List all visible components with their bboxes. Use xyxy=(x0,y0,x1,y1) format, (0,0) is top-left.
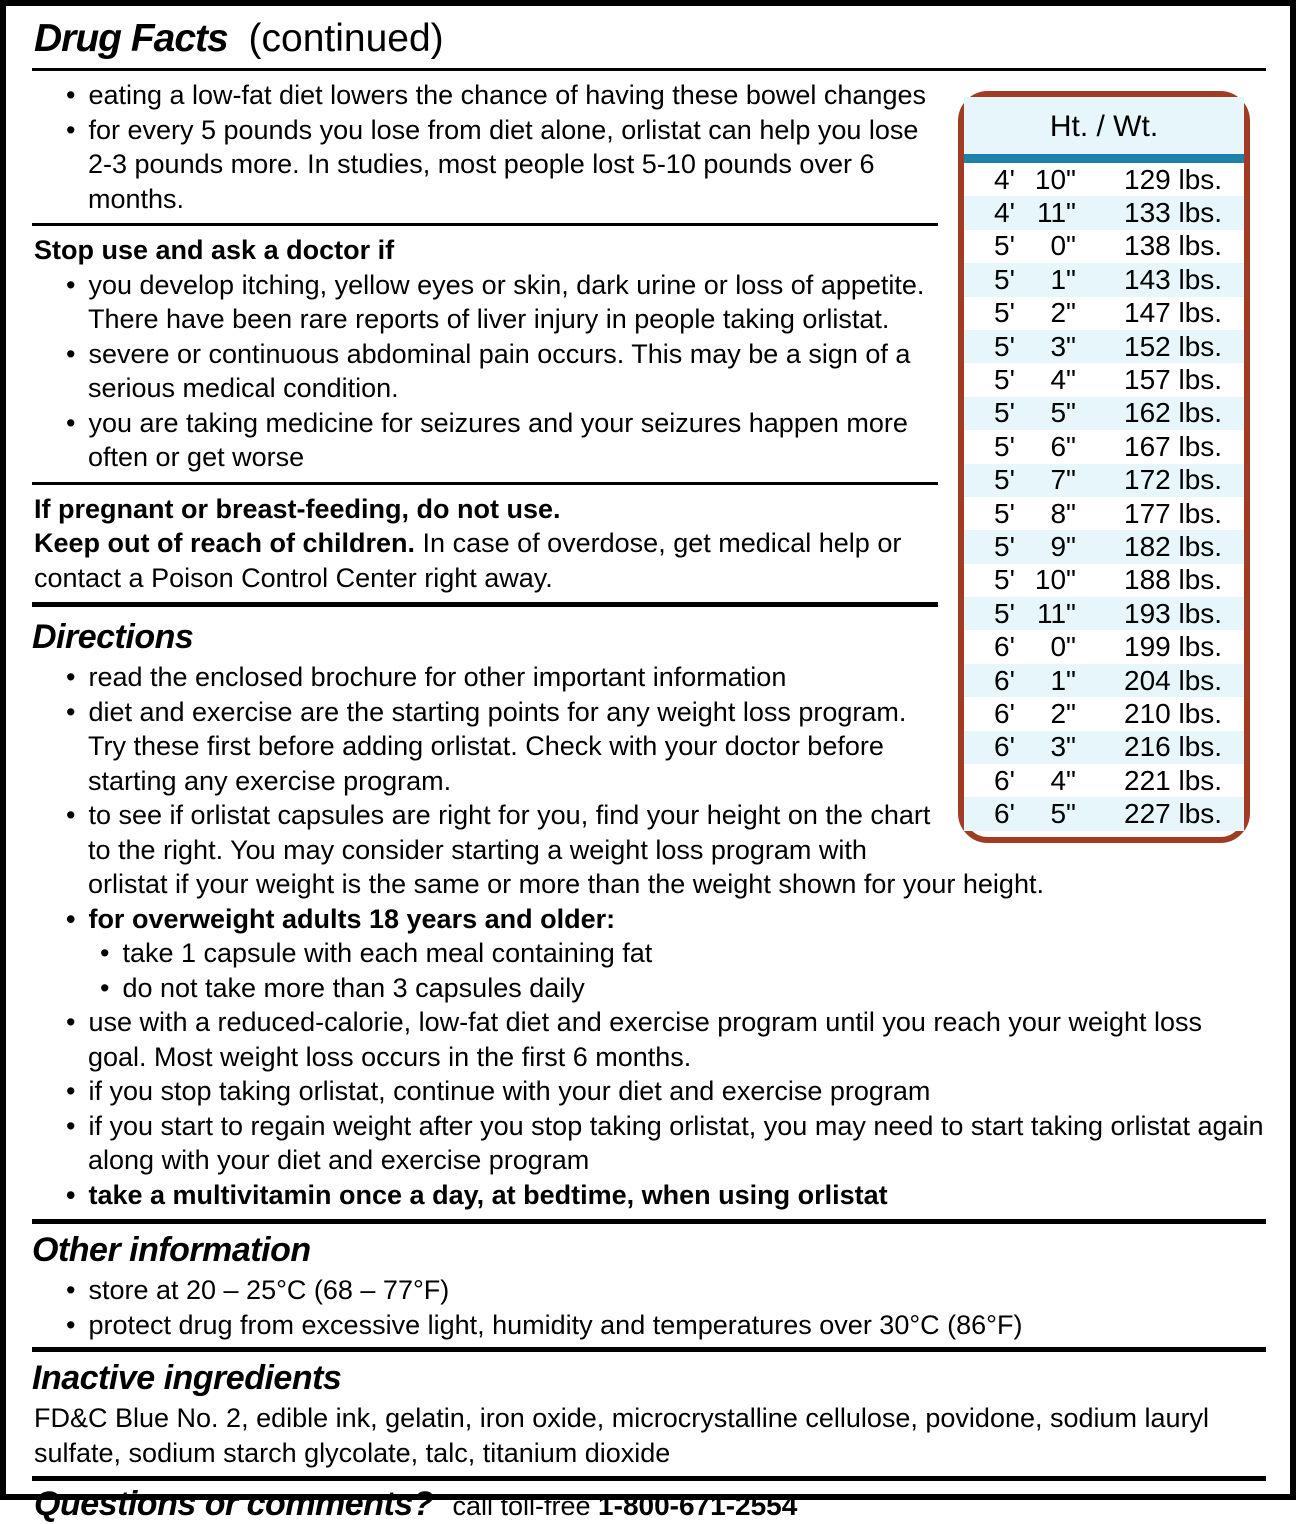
table-row xyxy=(964,731,1244,764)
height-feet: 5' xyxy=(994,297,1015,329)
table-row xyxy=(964,664,1244,697)
height-feet: 6' xyxy=(994,697,1015,729)
keep-out-rest: In case of overdose, get medical help or contact a Poison Control Center right away. xyxy=(34,528,902,593)
directions-bullet: • use with a reduced-calorie, low-fat diet and exercise program until you reach your weight loss goal. Most weight loss occurs in the first 6 months. xyxy=(32,1005,1266,1074)
height-feet: 5' xyxy=(994,430,1015,462)
height-weight-chart xyxy=(958,91,1250,843)
other-info-bullet: • protect drug from excessive light, humidity and temperatures over 30°C (86°F) xyxy=(32,1308,1266,1343)
height-inches: 10" xyxy=(1034,564,1076,596)
height-feet: 6' xyxy=(994,798,1015,830)
weight-value: 199 lbs. xyxy=(1124,631,1223,663)
height-inches: 7" xyxy=(1050,464,1076,496)
weight-value: 138 lbs. xyxy=(1124,230,1223,262)
table-row xyxy=(964,797,1244,830)
height-feet: 5' xyxy=(994,564,1015,596)
inactive-ingredients-heading: Inactive ingredients xyxy=(32,1359,342,1397)
other-info-bullet: • store at 20 – 25°C (68 – 77°F) xyxy=(32,1273,1266,1308)
height-feet: 5' xyxy=(994,364,1015,396)
weight-value: 147 lbs. xyxy=(1124,297,1223,329)
height-inches: 11" xyxy=(1036,597,1076,629)
directions-bullet: • if you stop taking orlistat, continue with your diet and exercise program xyxy=(32,1074,1266,1109)
height-feet: 6' xyxy=(994,664,1015,696)
stop-use-heading: Stop use and ask a doctor if xyxy=(34,235,395,265)
table-row xyxy=(964,697,1244,730)
height-feet: 5' xyxy=(994,397,1015,429)
height-inches: 1" xyxy=(1050,263,1076,295)
directions-bullet: • if you start to regain weight after you stop taking orlistat, you may need to start taking orlistat again along with your diet and exercise program xyxy=(32,1109,1266,1178)
weight-value: 227 lbs. xyxy=(1124,798,1223,830)
height-feet: 5' xyxy=(994,530,1015,562)
height-inches: 5" xyxy=(1050,397,1076,429)
weight-value: 167 lbs. xyxy=(1124,430,1223,462)
weight-value: 162 lbs. xyxy=(1124,397,1223,429)
directions-heading: Directions xyxy=(32,618,194,656)
height-feet: 6' xyxy=(994,731,1015,763)
weight-value: 188 lbs. xyxy=(1124,564,1223,596)
other-information-heading: Other information xyxy=(32,1231,311,1269)
table-row xyxy=(964,564,1244,597)
page-title xyxy=(32,6,1266,68)
height-inches: 11" xyxy=(1036,197,1076,229)
height-feet: 5' xyxy=(994,497,1015,529)
height-inches: 8" xyxy=(1050,497,1076,529)
height-feet: 5' xyxy=(994,464,1015,496)
height-inches: 0" xyxy=(1050,230,1076,262)
table-row xyxy=(964,430,1244,463)
questions-heading: Questions or comments? xyxy=(34,1485,433,1523)
directions-sub-bullet: • take 1 capsule with each meal containing fat xyxy=(32,936,1266,971)
weight-value: 143 lbs. xyxy=(1124,263,1223,295)
height-feet: 6' xyxy=(994,631,1015,663)
height-inches: 1" xyxy=(1050,664,1076,696)
table-row xyxy=(964,330,1244,363)
table-row xyxy=(964,297,1244,330)
weight-value: 152 lbs. xyxy=(1124,330,1223,362)
pregnancy-warning: If pregnant or breast-feeding, do not use. xyxy=(34,493,561,524)
height-inches: 0" xyxy=(1050,631,1076,663)
height-inches: 6" xyxy=(1050,430,1076,462)
directions-sub-bullet: • do not take more than 3 capsules daily xyxy=(32,971,1266,1006)
weight-value: 216 lbs. xyxy=(1124,731,1223,763)
height-inches: 10" xyxy=(1034,163,1076,195)
height-inches: 5" xyxy=(1050,798,1076,830)
height-inches: 4" xyxy=(1050,364,1076,396)
weight-value: 177 lbs. xyxy=(1124,497,1223,529)
height-feet: 6' xyxy=(994,764,1015,796)
height-feet: 4' xyxy=(994,197,1015,229)
directions-bullet: • read the enclosed brochure for other important information xyxy=(32,660,1266,695)
questions-call-text: call toll-free xyxy=(452,1491,591,1521)
height-feet: 5' xyxy=(994,597,1015,629)
table-row xyxy=(964,630,1244,663)
section-questions xyxy=(32,1481,1266,1524)
height-feet: 5' xyxy=(994,230,1015,262)
inactive-ingredients-list: FD&C Blue No. 2, edible ink, gelatin, iron oxide, microcrystalline cellulose, povidone, sodium lauryl sulfate, sodium starch glycolate, talc, titanium dioxide xyxy=(34,1403,1210,1468)
table-row xyxy=(964,163,1244,196)
keep-out-bold: Keep out of reach of children. xyxy=(34,528,416,558)
table-row xyxy=(964,363,1244,396)
weight-value: 221 lbs. xyxy=(1124,764,1223,796)
height-weight-chart-header-bar xyxy=(964,154,1244,163)
directions-bullet-multivitamin: • take a multivitamin once a day, at bedtime, when using orlistat xyxy=(32,1178,1266,1213)
table-row xyxy=(964,263,1244,296)
table-row xyxy=(964,397,1244,430)
drug-facts-title: Drug Facts xyxy=(34,17,228,60)
weight-value: 182 lbs. xyxy=(1124,530,1223,562)
weight-value: 129 lbs. xyxy=(1124,163,1223,195)
table-row xyxy=(964,764,1244,797)
weight-value: 133 lbs. xyxy=(1124,197,1223,229)
directions-bullet-adults: • for overweight adults 18 years and older: xyxy=(32,902,1266,937)
height-feet: 5' xyxy=(994,263,1015,295)
section-other-information xyxy=(32,1224,1266,1347)
stop-use-bullet: • severe or continuous abdominal pain occurs. This may be a sign of a serious medical condition. xyxy=(32,337,1266,406)
table-row xyxy=(964,196,1244,229)
table-row xyxy=(964,464,1244,497)
stop-use-bullet: • you are taking medicine for seizures and your seizures happen more often or get worse xyxy=(32,406,1266,475)
weight-value: 193 lbs. xyxy=(1124,597,1223,629)
weight-value: 204 lbs. xyxy=(1124,664,1223,696)
height-weight-chart-rows xyxy=(964,163,1244,831)
directions-bullet: • to see if orlistat capsules are right for you, find your height on the chart to the right. You may consider starting a weight loss program with orlistat if your weight is the same or more than the weight shown for your height. xyxy=(32,798,1266,902)
directions-bullet: • diet and exercise are the starting points for any weight loss program. Try these first before adding orlistat. Check with your doctor before starting any exercise program. xyxy=(32,695,1266,799)
table-row xyxy=(964,597,1244,630)
weight-value: 157 lbs. xyxy=(1124,364,1223,396)
bowel-bullet: • eating a low-fat diet lowers the chance of having these bowel changes xyxy=(32,78,1266,113)
table-row xyxy=(964,497,1244,530)
table-row xyxy=(964,230,1244,263)
height-inches: 2" xyxy=(1050,297,1076,329)
questions-phone-number: 1-800-671-2554 xyxy=(598,1490,798,1521)
bowel-bullet: • for every 5 pounds you lose from diet alone, orlistat can help you lose 2-3 pounds more. In studies, most people lost 5-10 pounds over 6 months. xyxy=(32,113,1266,217)
height-feet: 4' xyxy=(994,163,1015,195)
height-inches: 9" xyxy=(1050,530,1076,562)
height-weight-chart-title: Ht. / Wt. xyxy=(964,97,1244,154)
height-feet: 5' xyxy=(994,330,1015,362)
table-row xyxy=(964,530,1244,563)
weight-value: 210 lbs. xyxy=(1124,697,1223,729)
weight-value: 172 lbs. xyxy=(1124,464,1223,496)
drug-facts-continued: (continued) xyxy=(248,17,444,60)
height-inches: 3" xyxy=(1050,731,1076,763)
height-inches: 2" xyxy=(1050,697,1076,729)
height-inches: 3" xyxy=(1050,330,1076,362)
stop-use-bullet: • you develop itching, yellow eyes or skin, dark urine or loss of appetite. There have been rare reports of liver injury in people taking orlistat. xyxy=(32,268,1266,337)
section-inactive-ingredients xyxy=(32,1352,1266,1476)
height-inches: 4" xyxy=(1050,764,1076,796)
